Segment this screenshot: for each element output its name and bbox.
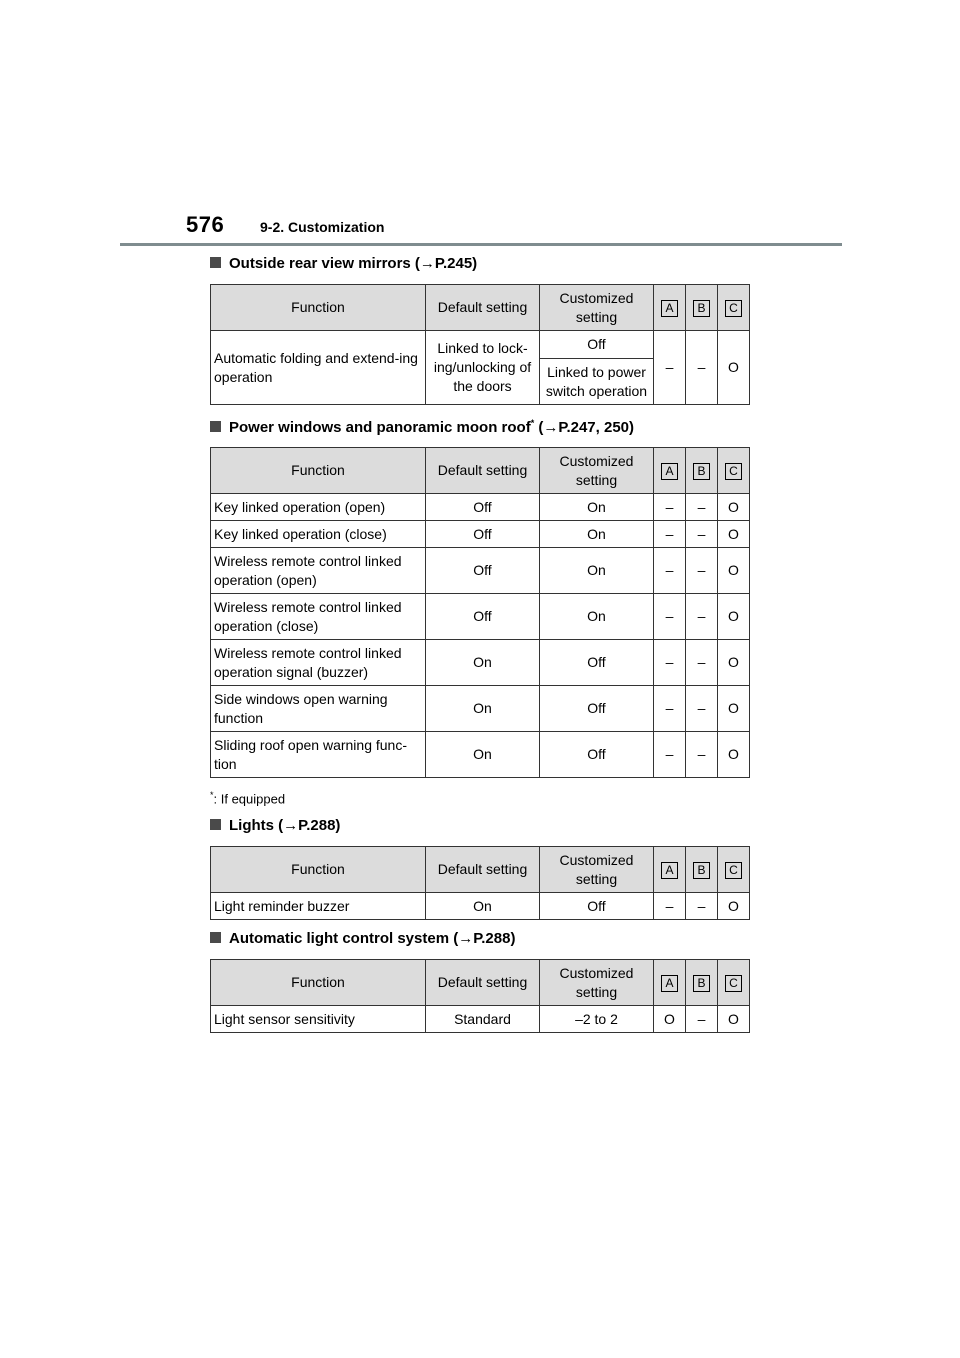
function-header: Function bbox=[211, 285, 426, 331]
col-a-cell: – bbox=[654, 548, 686, 594]
col-c-header: C bbox=[718, 448, 750, 494]
table-row bbox=[211, 331, 750, 359]
table-header-row bbox=[211, 448, 750, 494]
windows-heading: Power windows and panoramic moon roof* (→P.247, 250) bbox=[210, 418, 634, 436]
default-cell: On bbox=[426, 640, 540, 686]
col-c-header: C bbox=[718, 285, 750, 331]
function-cell: Wireless remote control linked operation (close) bbox=[211, 594, 426, 640]
customized-cell: Off bbox=[540, 686, 654, 732]
default-cell: Off bbox=[426, 548, 540, 594]
function-cell: Wireless remote control linked operation signal (buzzer) bbox=[211, 640, 426, 686]
function-cell: Sliding roof open warning func-tion bbox=[211, 732, 426, 778]
function-cell: Light reminder buzzer bbox=[211, 893, 426, 920]
col-b-cell: – bbox=[686, 521, 718, 548]
function-cell: Automatic folding and extend-ing operation bbox=[211, 331, 426, 405]
col-a-cell: – bbox=[654, 594, 686, 640]
customized-cell: –2 to 2 bbox=[540, 1006, 654, 1033]
col-b-cell: – bbox=[686, 331, 718, 405]
col-b-cell: – bbox=[686, 594, 718, 640]
col-a-cell: – bbox=[654, 521, 686, 548]
table-header-row bbox=[211, 847, 750, 893]
col-a-header: A bbox=[654, 285, 686, 331]
col-c-cell: O bbox=[718, 521, 750, 548]
default-cell: On bbox=[426, 732, 540, 778]
function-cell: Key linked operation (close) bbox=[211, 521, 426, 548]
table-row bbox=[211, 893, 750, 920]
function-header: Function bbox=[211, 448, 426, 494]
function-cell: Light sensor sensitivity bbox=[211, 1006, 426, 1033]
bullet-square-icon bbox=[210, 421, 221, 432]
table-header-row bbox=[211, 285, 750, 331]
default-cell: Off bbox=[426, 521, 540, 548]
header-divider bbox=[120, 243, 842, 246]
bullet-square-icon bbox=[210, 932, 221, 943]
function-cell: Wireless remote control linked operation (open) bbox=[211, 548, 426, 594]
col-a-header: A bbox=[654, 448, 686, 494]
default-cell: Off bbox=[426, 494, 540, 521]
customized-header: Customized setting bbox=[540, 847, 654, 893]
col-c-cell: O bbox=[718, 686, 750, 732]
col-b-header: B bbox=[686, 285, 718, 331]
default-header: Default setting bbox=[426, 960, 540, 1006]
default-header: Default setting bbox=[426, 847, 540, 893]
auto-light-heading: Automatic light control system (→P.288) bbox=[210, 930, 515, 947]
customized-header: Customized setting bbox=[540, 960, 654, 1006]
customized-header: Customized setting bbox=[540, 448, 654, 494]
bullet-square-icon bbox=[210, 257, 221, 268]
function-header: Function bbox=[211, 960, 426, 1006]
customized-cell: On bbox=[540, 548, 654, 594]
col-c-cell: O bbox=[718, 331, 750, 405]
table-row bbox=[211, 594, 750, 640]
col-b-cell: – bbox=[686, 893, 718, 920]
col-b-cell: – bbox=[686, 494, 718, 521]
customized-cell: Off bbox=[540, 331, 654, 359]
col-a-header: A bbox=[654, 847, 686, 893]
customized-cell: Off bbox=[540, 893, 654, 920]
col-a-header: A bbox=[654, 960, 686, 1006]
customized-cell: Off bbox=[540, 732, 654, 778]
col-c-cell: O bbox=[718, 1006, 750, 1033]
default-cell: Linked to lock-ing/unlocking of the doors bbox=[426, 331, 540, 405]
default-cell: Standard bbox=[426, 1006, 540, 1033]
table-row bbox=[211, 521, 750, 548]
lights-heading: Lights (→P.288) bbox=[210, 817, 340, 834]
col-c-header: C bbox=[718, 847, 750, 893]
col-a-cell: O bbox=[654, 1006, 686, 1033]
function-header: Function bbox=[211, 847, 426, 893]
table-row bbox=[211, 732, 750, 778]
default-cell: On bbox=[426, 686, 540, 732]
function-cell: Key linked operation (open) bbox=[211, 494, 426, 521]
mirrors-table bbox=[210, 284, 750, 405]
auto-light-table bbox=[210, 959, 750, 1033]
col-c-cell: O bbox=[718, 494, 750, 521]
col-c-header: C bbox=[718, 960, 750, 1006]
default-cell: On bbox=[426, 893, 540, 920]
customized-header: Customized setting bbox=[540, 285, 654, 331]
default-header: Default setting bbox=[426, 285, 540, 331]
lights-table bbox=[210, 846, 750, 920]
col-c-cell: O bbox=[718, 594, 750, 640]
col-b-cell: – bbox=[686, 640, 718, 686]
footnote: *: If equipped bbox=[210, 790, 286, 807]
function-cell: Side windows open warning function bbox=[211, 686, 426, 732]
col-a-cell: – bbox=[654, 732, 686, 778]
col-c-cell: O bbox=[718, 732, 750, 778]
mirrors-heading: Outside rear view mirrors (→P.245) bbox=[210, 255, 477, 272]
col-b-cell: – bbox=[686, 732, 718, 778]
customized-cell: On bbox=[540, 521, 654, 548]
default-header: Default setting bbox=[426, 448, 540, 494]
col-a-cell: – bbox=[654, 331, 686, 405]
col-c-cell: O bbox=[718, 548, 750, 594]
col-a-cell: – bbox=[654, 686, 686, 732]
col-b-cell: – bbox=[686, 1006, 718, 1033]
windows-table bbox=[210, 447, 750, 778]
col-b-header: B bbox=[686, 960, 718, 1006]
col-a-cell: – bbox=[654, 494, 686, 521]
bullet-square-icon bbox=[210, 819, 221, 830]
section-title: 9-2. Customization bbox=[260, 219, 385, 235]
table-row bbox=[211, 686, 750, 732]
default-cell: Off bbox=[426, 594, 540, 640]
customized-cell: On bbox=[540, 594, 654, 640]
col-b-header: B bbox=[686, 847, 718, 893]
page-number: 576 bbox=[186, 212, 225, 237]
table-header-row bbox=[211, 960, 750, 1006]
col-b-cell: – bbox=[686, 548, 718, 594]
table-row bbox=[211, 494, 750, 521]
table-row bbox=[211, 548, 750, 594]
customized-cell: Linked to power switch operation bbox=[540, 359, 654, 405]
col-b-cell: – bbox=[686, 686, 718, 732]
customized-cell: Off bbox=[540, 640, 654, 686]
col-c-cell: O bbox=[718, 640, 750, 686]
col-a-cell: – bbox=[654, 893, 686, 920]
col-a-cell: – bbox=[654, 640, 686, 686]
table-row bbox=[211, 1006, 750, 1033]
customized-cell: On bbox=[540, 494, 654, 521]
col-c-cell: O bbox=[718, 893, 750, 920]
col-b-header: B bbox=[686, 448, 718, 494]
table-row bbox=[211, 640, 750, 686]
